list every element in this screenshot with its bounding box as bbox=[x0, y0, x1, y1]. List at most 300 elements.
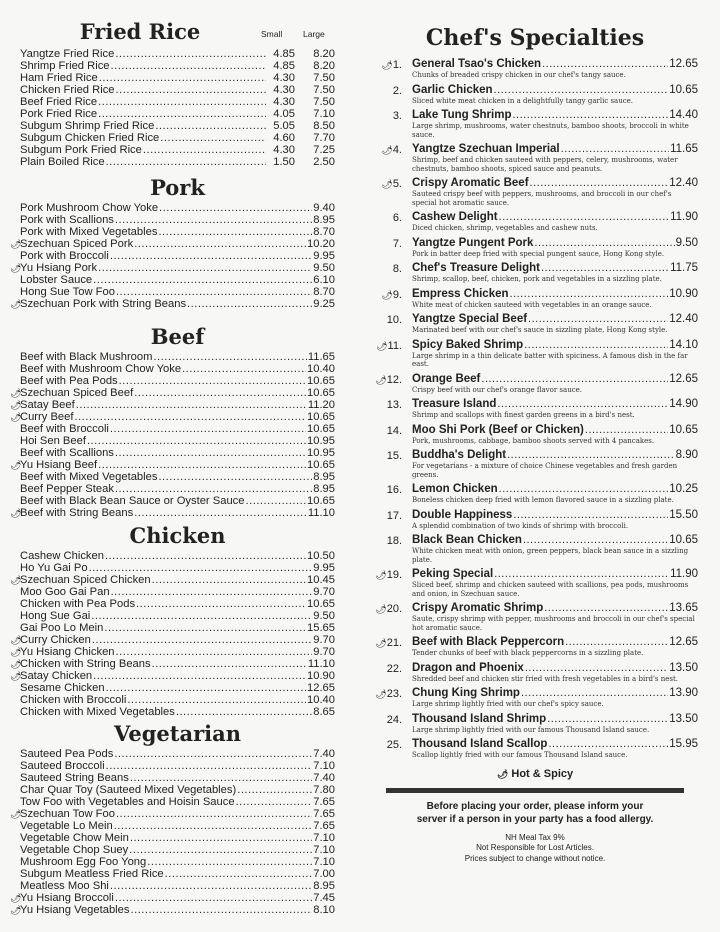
specialty-price: 11.75 bbox=[670, 262, 698, 274]
specialty-number-text: 9. bbox=[392, 288, 402, 301]
specialty-item bbox=[372, 398, 698, 420]
item-name: Pork with Broccoli bbox=[20, 250, 109, 262]
leader-dots bbox=[111, 60, 266, 72]
chili-pepper-icon: 🌶︎ bbox=[381, 145, 393, 155]
specialty-price: 12.65 bbox=[669, 58, 698, 70]
specialty-body bbox=[412, 109, 698, 139]
specialty-line bbox=[412, 713, 698, 726]
menu-item bbox=[10, 387, 335, 399]
specialty-number bbox=[372, 637, 402, 649]
item-name: Beef with String Beans bbox=[20, 507, 134, 519]
item-name: Beef with Scallions bbox=[20, 447, 114, 459]
chili-pepper-icon: 🌶︎ bbox=[381, 60, 393, 70]
specialty-line bbox=[412, 449, 698, 462]
specialty-name: Black Bean Chicken bbox=[412, 534, 522, 546]
menu-item bbox=[20, 760, 335, 772]
menu-item bbox=[20, 84, 335, 96]
leader-dots bbox=[92, 634, 312, 646]
specialty-body bbox=[412, 636, 698, 658]
leader-dots bbox=[513, 509, 668, 521]
specialty-description: Large shrimp, mushrooms, water chestnuts, bamboo shoots, broccoli in white sauce. bbox=[412, 122, 689, 139]
specialty-item bbox=[372, 568, 698, 598]
menu-item bbox=[20, 351, 335, 363]
item-price: 7.80 bbox=[313, 784, 335, 796]
specialty-name: Buddha's Delight bbox=[412, 449, 507, 461]
chefs-specialties-list bbox=[372, 58, 698, 760]
leader-dots bbox=[499, 483, 669, 495]
menu-item bbox=[20, 120, 335, 132]
item-name: Gai Poo Lo Mein bbox=[20, 622, 104, 634]
specialty-line bbox=[412, 373, 698, 386]
item-price: 8.70 bbox=[313, 286, 335, 298]
specialty-price: 14.40 bbox=[669, 109, 698, 121]
allergy-notice bbox=[372, 800, 698, 826]
specialty-item bbox=[372, 662, 698, 684]
specialty-number-text: 4. bbox=[392, 144, 402, 156]
legend-label: Hot & Spicy bbox=[511, 767, 574, 780]
menu-item bbox=[20, 856, 335, 868]
large-price: 7.25 bbox=[313, 144, 335, 156]
large-price: 7.50 bbox=[313, 72, 335, 84]
item-price: 8.65 bbox=[313, 706, 335, 718]
leader-dots bbox=[246, 495, 307, 507]
specialty-body bbox=[412, 449, 698, 479]
item-price: 10.40 bbox=[307, 363, 335, 375]
leader-dots bbox=[116, 286, 312, 298]
specialty-number-text: 6. bbox=[392, 212, 402, 224]
small-price: 4.85 bbox=[273, 48, 295, 60]
leader-dots bbox=[91, 610, 312, 622]
specialty-description: Boneless chicken deep fried with lemon flavored sauce in a sizzling plate. bbox=[412, 496, 674, 504]
specialty-description: Shrimp and scallops with finest garden greens in a bird's nest. bbox=[412, 411, 635, 419]
item-name: Szechuan Spiced Beef bbox=[20, 387, 134, 399]
menu-item bbox=[20, 423, 335, 435]
specialty-body bbox=[412, 143, 698, 173]
item-name: Vegetable Chop Suey bbox=[20, 844, 129, 856]
leader-dots bbox=[176, 706, 312, 718]
specialty-name: Cashew Delight bbox=[412, 211, 498, 223]
specialty-price: 13.90 bbox=[669, 687, 698, 699]
leader-dots bbox=[106, 156, 266, 168]
leader-dots bbox=[130, 772, 312, 784]
leader-dots bbox=[236, 796, 313, 808]
leader-dots bbox=[524, 339, 668, 351]
leader-dots bbox=[89, 562, 313, 574]
item-price: 10.95 bbox=[307, 447, 335, 459]
leader-dots bbox=[98, 96, 266, 108]
menu-item bbox=[20, 214, 335, 226]
item-price: 10.65 bbox=[307, 423, 335, 435]
small-price: 1.50 bbox=[273, 156, 295, 168]
menu-item bbox=[10, 238, 335, 250]
leader-dots bbox=[481, 373, 668, 385]
chili-pepper-icon: 🌶︎ bbox=[381, 179, 393, 189]
menu-item bbox=[20, 682, 335, 694]
leader-dots bbox=[494, 568, 669, 580]
chili-pepper-icon: 🌶︎ bbox=[10, 412, 22, 422]
item-name: Szechuan Pork with String Beans bbox=[20, 298, 187, 310]
leader-dots bbox=[160, 132, 266, 144]
item-price: 7.65 bbox=[313, 820, 335, 832]
leader-dots bbox=[129, 844, 312, 856]
specialty-item bbox=[372, 636, 698, 658]
item-name: Shrimp Fried Rice bbox=[20, 60, 110, 72]
menu-item bbox=[20, 832, 335, 844]
item-price: 11.20 bbox=[307, 399, 335, 411]
chili-pepper-icon: 🌶︎ bbox=[375, 570, 387, 580]
leader-dots bbox=[528, 313, 668, 325]
item-name: Yu Hsiang Broccoli bbox=[20, 892, 114, 904]
specialty-line bbox=[412, 424, 698, 437]
menu-item bbox=[20, 435, 335, 447]
specialty-body bbox=[412, 568, 698, 598]
specialty-name: Chung King Shrimp bbox=[412, 687, 520, 699]
specialty-description: Scallop lightly fried with our famous Thousand Island sauce. bbox=[412, 751, 628, 759]
specialty-number bbox=[372, 510, 402, 522]
item-name: Beef with Pea Pods bbox=[20, 375, 118, 387]
menu-item bbox=[20, 471, 335, 483]
item-name: Chicken with String Beans bbox=[20, 658, 151, 670]
leader-dots bbox=[98, 459, 306, 471]
specialty-body bbox=[412, 662, 698, 684]
specialty-description: Large shrimp in a thin delicate batter with spiciness. A famous dish in the far east. bbox=[412, 351, 688, 368]
menu-item bbox=[20, 694, 335, 706]
leader-dots bbox=[99, 72, 266, 84]
specialty-body bbox=[412, 177, 698, 207]
specialty-line bbox=[412, 211, 698, 224]
leader-dots bbox=[110, 423, 306, 435]
specialty-number bbox=[372, 484, 402, 496]
specialty-number bbox=[372, 212, 402, 224]
leader-dots bbox=[152, 658, 307, 670]
leader-dots bbox=[237, 784, 312, 796]
specialty-number-text: 12. bbox=[386, 373, 402, 386]
specialty-number-text: 24. bbox=[386, 713, 402, 726]
leader-dots bbox=[116, 84, 266, 96]
specialty-name: Empress Chicken bbox=[412, 287, 509, 300]
leader-dots bbox=[110, 880, 312, 892]
specialty-price: 13.65 bbox=[669, 602, 698, 614]
specialty-line bbox=[412, 313, 698, 326]
leader-dots bbox=[104, 622, 306, 634]
menu-item bbox=[20, 586, 335, 598]
menu-item bbox=[20, 202, 335, 214]
specialty-body bbox=[412, 339, 698, 369]
chefs-specialties-title: Chef's Specialties bbox=[425, 25, 645, 51]
specialty-name: Thousand Island Shrimp bbox=[412, 712, 547, 725]
specialty-number bbox=[372, 688, 402, 700]
specialty-price: 10.25 bbox=[669, 483, 698, 495]
item-name: Sauteed Pea Pods bbox=[20, 748, 114, 760]
leader-dots bbox=[106, 682, 306, 694]
item-price: 10.65 bbox=[307, 375, 335, 387]
specialty-name: Beef with Black Peppercorn bbox=[412, 636, 565, 648]
item-name: Yu Hsiang Pork bbox=[20, 262, 98, 274]
chili-pepper-icon: 🌶︎ bbox=[375, 689, 387, 699]
specialty-name: Yangtze Szechuan Imperial bbox=[412, 143, 560, 155]
item-name: Mushroom Egg Foo Yong bbox=[20, 856, 147, 868]
specialty-name: Spicy Baked Shrimp bbox=[412, 338, 524, 351]
chili-pepper-icon: 🌶︎ bbox=[496, 768, 509, 779]
menu-item bbox=[20, 868, 335, 880]
specialty-name: Chef's Treasure Delight bbox=[412, 262, 540, 274]
item-price: 10.65 bbox=[307, 459, 335, 471]
leader-dots bbox=[93, 274, 312, 286]
chili-pepper-icon: 🌶︎ bbox=[10, 635, 22, 645]
large-price: 7.50 bbox=[313, 96, 335, 108]
item-name: Vegetable Lo Mein bbox=[20, 820, 113, 832]
leader-dots bbox=[114, 748, 312, 760]
leader-dots bbox=[130, 832, 312, 844]
leader-dots bbox=[155, 120, 266, 132]
large-price: 7.10 bbox=[313, 108, 335, 120]
item-name: Subgum Chicken Fried Rice bbox=[20, 132, 160, 144]
specialty-number-text: 22. bbox=[386, 662, 402, 675]
specialty-body bbox=[412, 262, 698, 284]
specialty-line bbox=[412, 738, 698, 751]
specialty-line bbox=[412, 58, 698, 71]
specialty-description: Large shrimp lightly fried with our famous Thousand Island sauce. bbox=[412, 725, 650, 734]
item-price: 6.10 bbox=[313, 274, 335, 286]
specialty-number-text: 14. bbox=[386, 424, 402, 437]
specialty-line bbox=[412, 636, 698, 649]
leader-dots bbox=[187, 298, 312, 310]
specialty-body bbox=[412, 424, 698, 446]
menu-item bbox=[10, 646, 335, 658]
item-name: Moo Goo Gai Pan bbox=[20, 586, 110, 598]
item-name: Beef with Broccoli bbox=[20, 423, 109, 435]
specialty-body bbox=[412, 398, 698, 420]
large-column-header: Large bbox=[303, 29, 325, 39]
large-price: 8.20 bbox=[313, 48, 335, 60]
specialty-description: Marinated beef with our chef's sauce in sizzling plate, Hong Kong style. bbox=[412, 326, 668, 334]
menu-item bbox=[10, 904, 335, 916]
specialty-number-text: 8. bbox=[392, 263, 402, 275]
leader-dots bbox=[542, 58, 668, 70]
specialty-line bbox=[412, 602, 698, 615]
specialty-body bbox=[412, 738, 698, 760]
specialty-price: 12.40 bbox=[669, 177, 698, 189]
item-price: 9.50 bbox=[313, 610, 335, 622]
item-name: Chicken Fried Rice bbox=[20, 84, 115, 96]
small-price: 4.30 bbox=[273, 72, 295, 84]
specialty-price: 15.95 bbox=[669, 738, 698, 750]
leader-dots bbox=[127, 694, 306, 706]
lost-articles-note: Not Responsible for Lost Articles. bbox=[476, 843, 594, 852]
specialty-line bbox=[412, 398, 698, 411]
chili-pepper-icon: 🌶︎ bbox=[10, 263, 22, 273]
specialty-number bbox=[372, 144, 402, 156]
specialty-number-text: 5. bbox=[392, 178, 402, 190]
hot-spicy-legend bbox=[372, 768, 698, 780]
item-name: Sesame Chicken bbox=[20, 682, 105, 694]
fried-rice-title: Fried Rice bbox=[79, 19, 201, 44]
item-price: 9.70 bbox=[313, 646, 335, 658]
item-name: Satay Chicken bbox=[20, 670, 93, 682]
item-price: 8.10 bbox=[313, 904, 335, 916]
specialty-number bbox=[372, 314, 402, 326]
item-name: Subgum Shrimp Fried Rice bbox=[20, 120, 155, 132]
specialty-price: 14.10 bbox=[669, 338, 698, 351]
leader-dots bbox=[136, 598, 306, 610]
item-price: 7.45 bbox=[313, 892, 335, 904]
specialty-number bbox=[372, 603, 402, 615]
item-name: Szechuan Spiced Pork bbox=[20, 238, 134, 250]
specialty-description: Large shrimp lightly fried with our chef's spicy sauce. bbox=[412, 700, 604, 708]
specialty-number bbox=[372, 569, 402, 581]
specialty-description: Crispy beef with our chef's orange flavor sauce. bbox=[412, 385, 582, 394]
item-price: 9.95 bbox=[313, 562, 335, 574]
specialty-item bbox=[372, 58, 698, 80]
menu-item bbox=[20, 60, 335, 72]
menu-item bbox=[10, 670, 335, 682]
item-name: Chicken with Pea Pods bbox=[20, 598, 136, 610]
large-price: 8.20 bbox=[313, 60, 335, 72]
item-name: Yu Hsiang Beef bbox=[20, 459, 98, 471]
item-name: Beef with Mushroom Chow Yoke bbox=[20, 363, 182, 375]
leader-dots bbox=[134, 507, 307, 519]
specialty-price: 10.65 bbox=[669, 534, 698, 546]
specialty-number bbox=[372, 263, 402, 275]
item-name: Yangtze Fried Rice bbox=[20, 48, 115, 60]
item-name: Ham Fried Rice bbox=[20, 72, 98, 84]
chili-pepper-icon: 🌶︎ bbox=[10, 400, 22, 410]
menu-item bbox=[10, 262, 335, 274]
footer-notes bbox=[372, 833, 698, 865]
specialty-item bbox=[372, 143, 698, 173]
item-price: 11.10 bbox=[307, 507, 335, 519]
specialty-item bbox=[372, 602, 698, 632]
specialty-description: Diced chicken, shrimp, vegetables and cashew nuts. bbox=[412, 224, 598, 232]
specialty-number bbox=[372, 663, 402, 675]
chili-pepper-icon: 🌶︎ bbox=[375, 374, 387, 385]
item-name: Hong Sue Tow Foo bbox=[20, 286, 115, 298]
item-price: 7.40 bbox=[313, 772, 335, 784]
chicken-list bbox=[10, 550, 335, 718]
specialty-description: Shrimp, beef and chicken sauteed with peppers, celery, mushrooms, water chestnuts, bamboo shoots, spiced sauce and peanuts. bbox=[412, 156, 678, 173]
item-name: Hoi Sen Beef bbox=[20, 435, 86, 447]
small-price: 4.30 bbox=[273, 144, 295, 156]
menu-item bbox=[10, 574, 335, 586]
specialty-description: Pork, mushrooms, cabbage, bamboo shoots served with 4 pancakes. bbox=[412, 436, 655, 445]
specialty-description: Sliced beef, shrimp and chicken sauteed with scallions, pea pods, mushrooms and onion, in Szechuan sauce. bbox=[412, 581, 689, 598]
item-name: Tow Foo with Vegetables and Hoisin Sauce bbox=[20, 796, 235, 808]
chili-pepper-icon: 🌶︎ bbox=[376, 340, 388, 351]
leader-dots bbox=[548, 738, 668, 750]
item-price: 7.10 bbox=[313, 832, 335, 844]
specialty-price: 12.65 bbox=[669, 372, 698, 385]
menu-item bbox=[20, 226, 335, 238]
leader-dots bbox=[521, 687, 668, 699]
specialty-price: 11.90 bbox=[670, 568, 698, 580]
large-price: 2.50 bbox=[313, 156, 335, 168]
specialty-body bbox=[412, 211, 698, 233]
item-name: Sauteed String Beans bbox=[20, 772, 129, 784]
item-price: 11.65 bbox=[307, 351, 335, 363]
specialty-item bbox=[372, 262, 698, 284]
menu-item bbox=[20, 72, 335, 84]
small-price: 4.30 bbox=[273, 84, 295, 96]
specialty-body bbox=[412, 373, 698, 395]
allergy-notice-line2: server if a person in your party has a food allergy. bbox=[416, 813, 654, 825]
item-price: 10.95 bbox=[307, 435, 335, 447]
menu-item bbox=[20, 156, 335, 168]
menu-item bbox=[20, 598, 335, 610]
item-name: Plain Boiled Rice bbox=[20, 156, 105, 168]
specialty-name: Yangtze Special Beef bbox=[412, 313, 528, 325]
menu-item bbox=[20, 706, 335, 718]
menu-item bbox=[20, 375, 335, 387]
item-name: Szechuan Spiced Chicken bbox=[20, 574, 151, 586]
specialty-price: 10.65 bbox=[669, 423, 698, 436]
specialty-name: Treasure Island bbox=[412, 398, 497, 410]
specialty-number-text: 15. bbox=[386, 450, 402, 462]
item-name: Pork with Mixed Vegetables bbox=[20, 226, 158, 238]
specialty-line bbox=[412, 177, 698, 190]
item-price: 9.50 bbox=[313, 262, 335, 274]
specialty-price: 8.90 bbox=[675, 449, 698, 461]
specialty-description: Pork in batter deep fried with special pungent sauce, Hong Kong style. bbox=[412, 249, 665, 258]
fried-rice-section bbox=[20, 18, 335, 168]
small-price: 4.05 bbox=[273, 108, 295, 120]
item-price: 10.45 bbox=[307, 574, 335, 586]
leader-dots bbox=[111, 586, 313, 598]
menu-item bbox=[20, 562, 335, 574]
menu-item bbox=[10, 298, 335, 310]
specialty-number-text: 10. bbox=[386, 314, 402, 326]
leader-dots bbox=[530, 177, 669, 189]
meal-tax-note: NH Meal Tax 9% bbox=[505, 832, 565, 842]
item-price: 9.25 bbox=[313, 298, 335, 310]
specialty-description: A splendid combination of two kinds of shrimp with broccoli. bbox=[412, 521, 629, 530]
specialty-number-text: 19. bbox=[386, 569, 402, 581]
chicken-title: Chicken bbox=[129, 523, 226, 548]
specialty-item bbox=[372, 534, 698, 564]
item-price: 9.95 bbox=[313, 250, 335, 262]
specialty-number-text: 7. bbox=[392, 237, 402, 250]
specialty-number bbox=[372, 110, 402, 122]
specialty-name: Moo Shi Pork (Beef or Chicken) bbox=[412, 423, 584, 436]
item-price: 10.65 bbox=[307, 411, 335, 423]
item-price: 9.40 bbox=[313, 202, 335, 214]
vegetarian-title: Vegetarian bbox=[114, 721, 241, 746]
specialty-item bbox=[372, 483, 698, 505]
beef-title: Beef bbox=[150, 324, 205, 349]
specialty-price: 14.90 bbox=[669, 398, 698, 410]
item-name: Curry Chicken bbox=[20, 634, 91, 646]
specialty-item bbox=[372, 738, 698, 760]
item-name: Ho Yu Gai Po bbox=[20, 562, 88, 574]
leader-dots bbox=[507, 449, 675, 461]
leader-dots bbox=[93, 670, 306, 682]
menu-item bbox=[20, 772, 335, 784]
menu-item bbox=[20, 483, 335, 495]
large-price: 7.50 bbox=[313, 84, 335, 96]
leader-dots bbox=[76, 399, 307, 411]
menu-item bbox=[10, 411, 335, 423]
item-name: Pork with Scallions bbox=[20, 214, 114, 226]
specialty-line bbox=[412, 84, 698, 97]
item-name: Curry Beef bbox=[20, 411, 74, 423]
item-price: 15.65 bbox=[307, 622, 335, 634]
item-price: 9.70 bbox=[313, 634, 335, 646]
menu-item bbox=[20, 622, 335, 634]
specialty-body bbox=[412, 483, 698, 505]
small-price: 4.60 bbox=[273, 132, 295, 144]
chili-pepper-icon: 🌶︎ bbox=[10, 239, 22, 249]
item-name: Beef Fried Rice bbox=[20, 96, 98, 108]
item-name: Pork Fried Rice bbox=[20, 108, 98, 120]
